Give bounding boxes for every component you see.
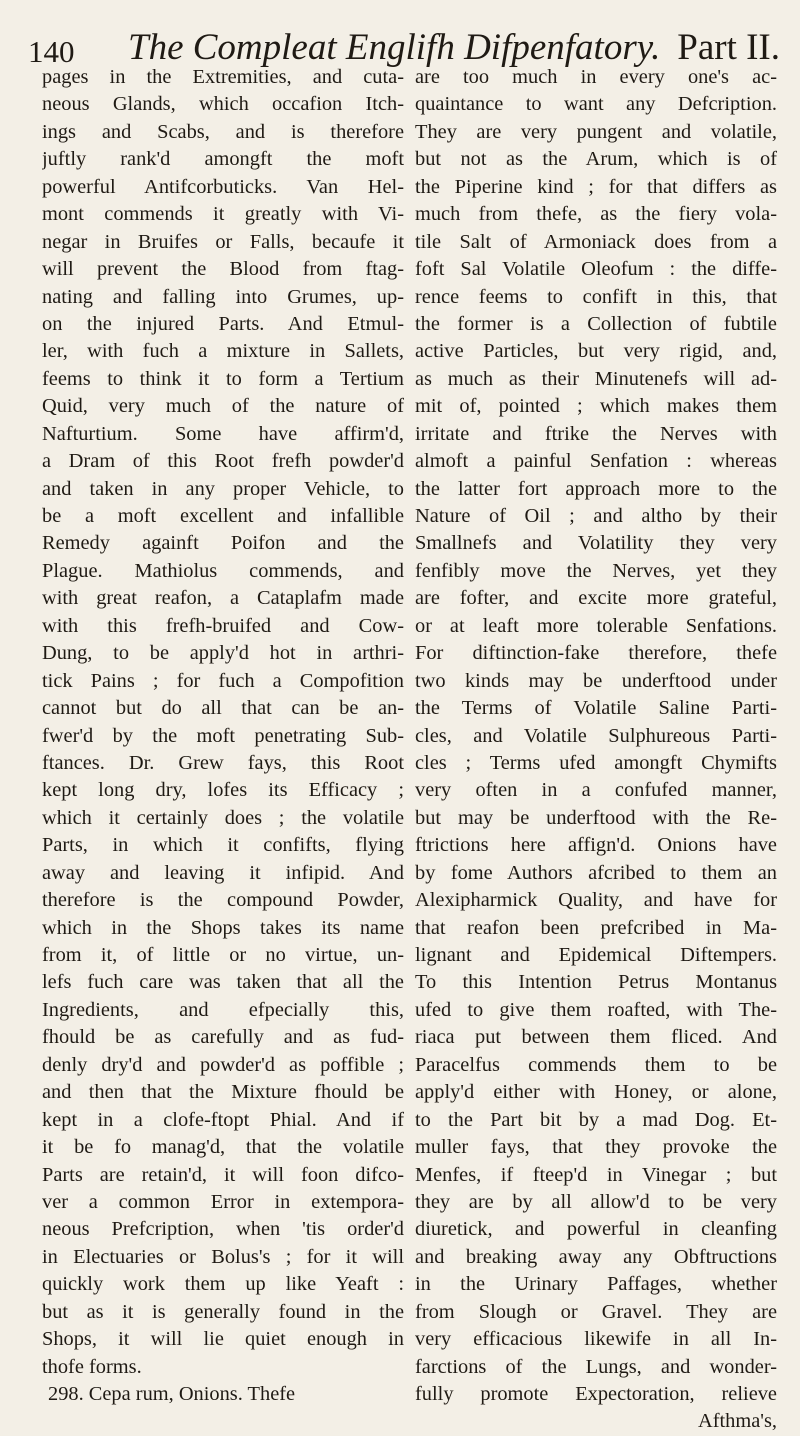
text-line: apply'd either with Honey, or alone,	[415, 1081, 777, 1104]
text-line: Paracelfus commends them to be	[415, 1053, 777, 1076]
text-line: rence feems to confift in this, that	[415, 285, 777, 308]
text-line: kept long dry, lofes its Efficacy ;	[42, 779, 404, 802]
text-line: Remedy againft Poifon and the	[42, 532, 404, 555]
left-text-column	[42, 64, 404, 1408]
text-line: To this Intention Petrus Montanus	[415, 971, 777, 994]
text-line: will prevent the Blood from ftag-	[42, 258, 404, 281]
text-line: irritate and ftrike the Nerves with	[415, 422, 777, 445]
text-line: in Electuaries or Bolus's ; for it will	[42, 1245, 404, 1268]
right-text-column	[415, 64, 777, 1436]
text-line: cles ; Terms ufed amongft Chymifts	[415, 751, 777, 774]
text-line: Ingredients, and efpecially this,	[42, 998, 404, 1021]
text-line: are fofter, and excite more grateful,	[415, 587, 777, 610]
text-line: therefore is the compound Powder,	[42, 889, 404, 912]
text-line: muller fays, that they provoke the	[415, 1136, 777, 1159]
text-line: ufed to give them roafted, with The-	[415, 998, 777, 1021]
text-line: much from thefe, as the fiery vola-	[415, 203, 777, 226]
text-line: on the injured Parts. And Etmul-	[42, 312, 404, 335]
text-line: ver a common Error in extempora-	[42, 1190, 404, 1213]
text-line: active Particles, but very rigid, and,	[415, 340, 777, 363]
text-line: the Terms of Volatile Saline Parti-	[415, 697, 777, 720]
text-line: and then that the Mixture fhould be	[42, 1081, 404, 1104]
text-line: two kinds may be underftood under	[415, 669, 777, 692]
text-line: For diftinction-fake therefore, thefe	[415, 642, 777, 665]
text-line: cles, and Volatile Sulphureous Parti-	[415, 724, 777, 747]
text-line: by fome Authors afcribed to them an	[415, 861, 777, 884]
text-line: feems to think it to form a Tertium	[42, 367, 404, 390]
text-line: in the Urinary Paffages, whether	[415, 1273, 777, 1296]
text-line: very often in a confufed manner,	[415, 779, 777, 802]
text-line: riaca put between them fliced. And	[415, 1026, 777, 1049]
text-line: mit of, pointed ; which makes them	[415, 395, 777, 418]
text-line: 298. Cepa rum, Onions. Thefe	[48, 1383, 296, 1405]
text-line: or at leaft more tolerable Senfations.	[415, 614, 777, 637]
text-line: neous Glands, which occafion Itch-	[42, 93, 404, 116]
text-line: thofe forms.	[42, 1355, 142, 1378]
text-line: Menfes, if fteep'd in Vinegar ; but	[415, 1163, 777, 1186]
text-line: fully promote Expectoration, relieve	[415, 1383, 777, 1405]
text-line: mont commends it greatly with Vi-	[42, 203, 404, 226]
text-line: pages in the Extremities, and cuta-	[42, 66, 404, 88]
running-title: The Compleat Englifh Difpenfatory.	[128, 27, 661, 68]
text-line: and breaking away any Obftructions	[415, 1245, 777, 1268]
text-line: Dung, to be apply'd hot in arthri-	[42, 642, 404, 665]
text-line: diuretick, and powerful in cleanfing	[415, 1218, 777, 1241]
text-line: juftly rank'd amongft the moft	[42, 148, 404, 171]
text-line: fenfibly move the Nerves, yet they	[415, 559, 777, 582]
text-line: powerful Antifcorbuticks. Van Hel-	[42, 175, 404, 198]
text-line: away and leaving it infipid. And	[42, 861, 404, 884]
text-line: fhould be as carefully and as fud-	[42, 1026, 404, 1049]
text-line: but as it is generally found in the	[42, 1300, 404, 1323]
text-line: as much as their Minutenefs will ad-	[415, 367, 777, 390]
text-line: ings and Scabs, and is therefore	[42, 120, 404, 143]
text-line: they are by all allow'd to be very	[415, 1190, 777, 1213]
text-line: a Dram of this Root frefh powder'd	[42, 450, 404, 473]
text-line: Quid, very much of the nature of	[42, 395, 404, 418]
text-line: from Slough or Gravel. They are	[415, 1300, 777, 1323]
text-line: which it certainly does ; the volatile	[42, 806, 404, 829]
text-line: that reafon been prefcribed in Ma-	[415, 916, 777, 939]
text-line: Smallnefs and Volatility they very	[415, 532, 777, 555]
text-line: Plague. Mathiolus commends, and	[42, 559, 404, 582]
text-line: quaintance to want any Defcription.	[415, 93, 777, 116]
text-line: the former is a Collection of fubtile	[415, 312, 777, 335]
text-line: neous Prefcription, when 'tis order'd	[42, 1218, 404, 1241]
page-number: 140	[28, 34, 75, 69]
text-line: Nafturtium. Some have affirm'd,	[42, 422, 404, 445]
text-line: but not as the Arum, which is of	[415, 148, 777, 171]
text-line: lignant and Epidemical Diftempers.	[415, 944, 777, 966]
text-line: but may be underftood with the Re-	[415, 806, 777, 829]
text-line: the latter fort approach more to the	[415, 477, 777, 500]
text-line: farctions of the Lungs, and wonder-	[415, 1355, 777, 1378]
text-line: be a moft excellent and infallible	[42, 505, 404, 527]
text-line: are too much in every one's ac-	[415, 66, 777, 88]
text-line: with great reafon, a Cataplafm made	[42, 587, 404, 610]
text-line: Nature of Oil ; and altho by their	[415, 505, 777, 527]
text-line: ler, with fuch a mixture in Sallets,	[42, 340, 404, 363]
text-line: Alexipharmick Quality, and have for	[415, 889, 777, 912]
text-line: and taken in any proper Vehicle, to	[42, 477, 404, 500]
text-line: to the Part bit by a mad Dog. Et-	[415, 1108, 777, 1131]
text-line: quickly work them up like Yeaft :	[42, 1273, 404, 1296]
text-line: They are very pungent and volatile,	[415, 120, 777, 143]
part-label: Part II.	[677, 27, 780, 68]
text-line: ftances. Dr. Grew fays, this Root	[42, 751, 404, 774]
text-line: which in the Shops takes its name	[42, 916, 404, 939]
text-line: tile Salt of Armoniack does from a	[415, 230, 777, 253]
text-line: denly dry'd and powder'd as poffible ;	[42, 1053, 404, 1076]
text-line: the Piperine kind ; for that differs as	[415, 175, 777, 198]
text-line: cannot but do all that can be an-	[42, 697, 404, 720]
text-line: tick Pains ; for fuch a Compofition	[42, 669, 404, 692]
text-line: it be fo manag'd, that the volatile	[42, 1136, 404, 1159]
text-line: lefs fuch care was taken that all the	[42, 971, 404, 994]
text-line: Afthma's,	[698, 1410, 777, 1433]
text-line: nating and falling into Grumes, up-	[42, 285, 404, 308]
text-line: Parts are retain'd, it will foon difco-	[42, 1163, 404, 1186]
text-line: almoft a painful Senfation : whereas	[415, 450, 777, 473]
text-line: kept in a clofe-ftopt Phial. And if	[42, 1108, 404, 1131]
text-line: very efficacious likewife in all In-	[415, 1328, 777, 1351]
text-line: from it, of little or no virtue, un-	[42, 944, 404, 966]
text-line: negar in Bruifes or Falls, becaufe it	[42, 230, 404, 253]
text-line: Shops, it will lie quiet enough in	[42, 1328, 404, 1351]
text-line: ftrictions here affign'd. Onions have	[415, 834, 777, 857]
text-line: Parts, in which it confifts, flying	[42, 834, 404, 857]
text-line: fwer'd by the moft penetrating Sub-	[42, 724, 404, 747]
text-line: foft Sal Volatile Oleofum : the diffe-	[415, 258, 777, 281]
text-line: with this frefh-bruifed and Cow-	[42, 614, 404, 637]
